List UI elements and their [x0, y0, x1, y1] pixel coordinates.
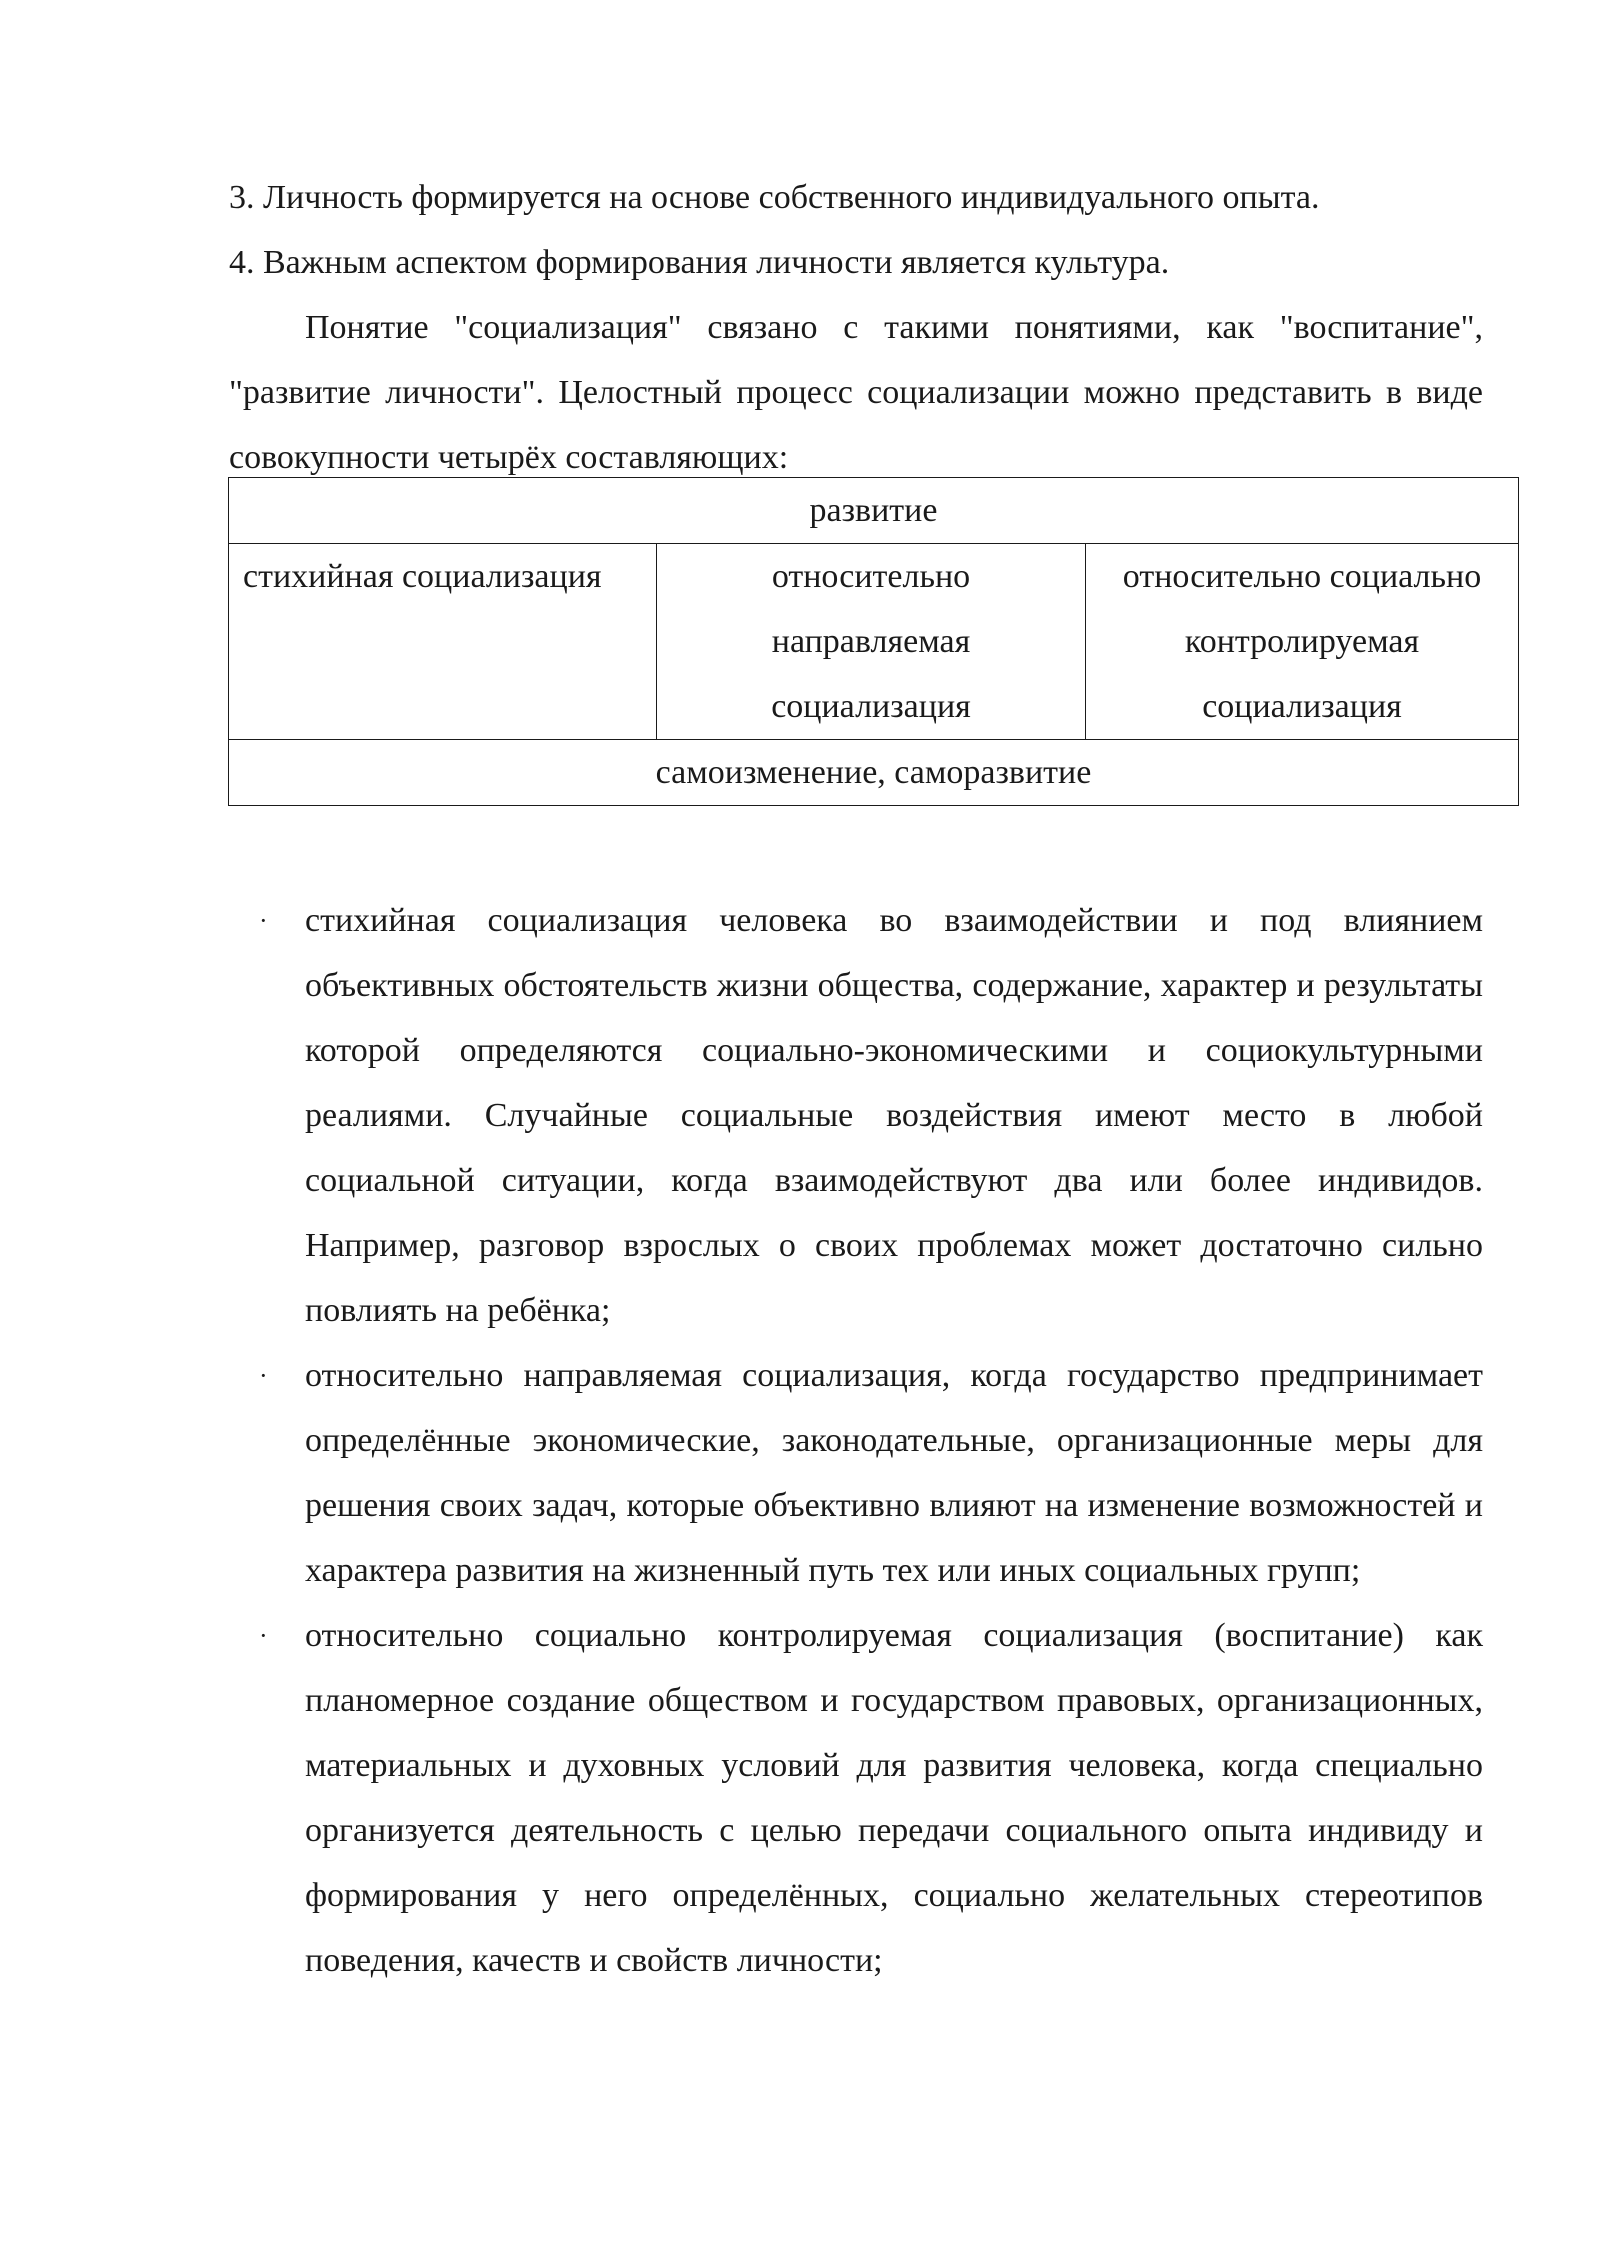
cell-line: относительно — [771, 558, 971, 595]
bullet-text: относительно направляемая социализация, когда государство предпринимает определённые экономические, законодательные, организационные меры для решения своих задач, которые объективно влияют на изменение возможностей и характера развития на жизненный путь тех или иных социальных групп; — [305, 1357, 1483, 1589]
socialization-scheme-table — [228, 477, 1519, 806]
bullet-icon: · — [259, 1361, 268, 1390]
cell-line: относительно социально — [1122, 558, 1482, 595]
cell-line: направляемая — [771, 623, 971, 660]
cell-line: социализация — [1202, 688, 1402, 725]
table-cell-controlled — [1086, 544, 1519, 740]
bullet-item — [229, 1343, 1483, 1603]
list-item: 4. Важным аспектом формирования личности является культура. — [229, 244, 1170, 281]
bullet-text: относительно социально контролируемая социализация (воспитание) как планомерное создание обществом и государством правовых, организационных, материальных и духовных условий для развития человека, когда специально организуется деятельность с целью передачи социального опыта индивиду и формирования у него определённых, социально желательных стереотипов поведения, качеств и свойств личности; — [305, 1617, 1483, 1979]
bullet-list — [229, 888, 1483, 1993]
cell-line: социализация — [771, 688, 971, 725]
bullet-text: стихийная социализация человека во взаимодействии и под влиянием объективных обстоятельств жизни общества, содержание, характер и результаты которой определяются социально-экономическими и социокультурными реалиями. Случайные социальные воздействия имеют место в любой социальной ситуации, когда взаимодействуют два или более индивидов. Например, разговор взрослых о своих проблемах может достаточно сильно повлиять на ребёнка; — [305, 902, 1483, 1329]
bullet-item — [229, 1603, 1483, 1993]
table-cell-self-development: самоизменение, саморазвитие — [229, 740, 1519, 806]
cell-line: контролируемая — [1184, 623, 1420, 660]
bullet-item — [229, 888, 1483, 1343]
table-cell-spontaneous: стихийная социализация — [229, 544, 657, 740]
bullet-icon: · — [259, 906, 268, 935]
list-item: 3. Личность формируется на основе собственного индивидуального опыта. — [229, 179, 1320, 216]
table-cell-development: развитие — [229, 478, 1519, 544]
paragraph: Понятие "социализация" связано с такими понятиями, как "воспитание", "развитие личности". Целостный процесс социализации можно представить в виде совокупности четырёх составляющих: — [229, 309, 1483, 476]
document-page — [229, 165, 1483, 1979]
table-cell-directed — [657, 544, 1086, 740]
bullet-icon: · — [259, 1621, 268, 1650]
